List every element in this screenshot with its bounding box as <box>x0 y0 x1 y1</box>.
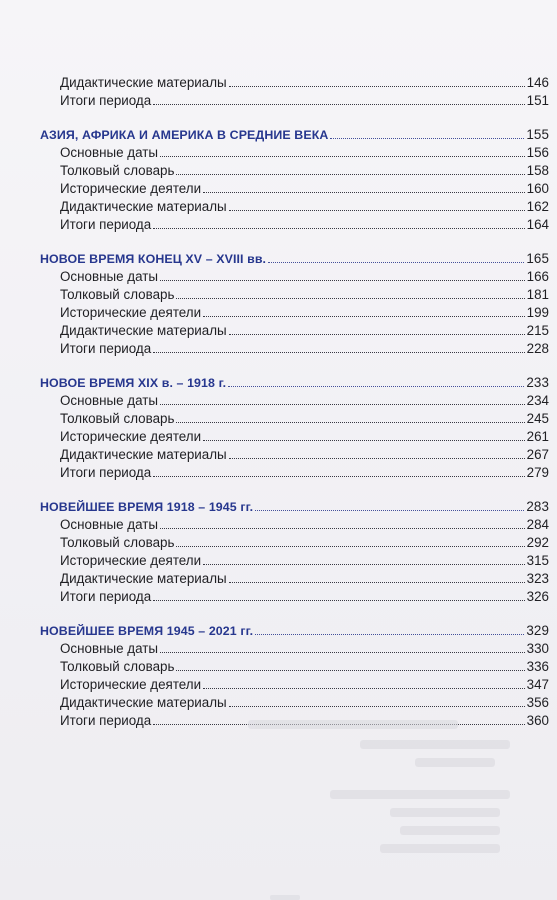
toc-entry <box>40 286 549 304</box>
toc-section <box>40 374 549 482</box>
toc-page-number: 326 <box>526 589 549 604</box>
toc-section-heading <box>40 126 549 144</box>
toc-page-number: 360 <box>526 713 549 728</box>
toc-entry <box>40 570 549 588</box>
dot-leader <box>153 588 524 601</box>
toc-entry <box>40 658 549 676</box>
dot-leader <box>153 464 524 477</box>
toc-page-number: 181 <box>526 287 549 302</box>
section-gap <box>40 358 549 374</box>
dot-leader <box>160 516 525 529</box>
toc-entry <box>40 92 549 110</box>
section-gap <box>40 606 549 622</box>
toc-page-number: 284 <box>526 517 549 532</box>
section-gap <box>40 482 549 498</box>
toc-entry <box>40 428 549 446</box>
toc-page-number: 146 <box>526 75 549 90</box>
toc-entry-title: Исторические деятели <box>60 181 202 196</box>
toc-section <box>40 498 549 606</box>
toc-entry-title: Дидактические материалы <box>60 323 227 338</box>
dot-leader <box>153 216 524 229</box>
toc-entry-title: Основные даты <box>60 393 158 408</box>
toc-page-number: 234 <box>526 393 549 408</box>
toc-entry <box>40 410 549 428</box>
toc-entry-title: Основные даты <box>60 517 158 532</box>
toc-page-number: 267 <box>526 447 549 462</box>
toc-entry <box>40 534 549 552</box>
toc-entry-title: Итоги периода <box>60 713 152 728</box>
toc-entry-title: Итоги периода <box>60 93 152 108</box>
toc-entry-title: Исторические деятели <box>60 429 202 444</box>
toc-page-number: 228 <box>526 341 549 356</box>
toc-entry-title: Итоги периода <box>60 217 152 232</box>
toc-entry <box>40 268 549 286</box>
toc-page-number: 261 <box>526 429 549 444</box>
dot-leader <box>203 428 525 441</box>
toc-entry <box>40 640 549 658</box>
toc-entry-title: Основные даты <box>60 269 158 284</box>
dot-leader <box>228 374 524 387</box>
toc-entry <box>40 216 549 234</box>
dot-leader <box>229 570 525 583</box>
dot-leader <box>330 126 524 139</box>
toc-entry-title: Толковый словарь <box>60 659 175 674</box>
toc-entry <box>40 144 549 162</box>
toc-page-number: 336 <box>526 659 549 674</box>
toc-entry-title: Дидактические материалы <box>60 695 227 710</box>
toc-section-heading <box>40 498 549 516</box>
toc-entry-title: Толковый словарь <box>60 535 175 550</box>
toc-section <box>40 250 549 358</box>
dot-leader <box>268 250 524 263</box>
toc-entry-title: Исторические деятели <box>60 677 202 692</box>
dot-leader <box>229 446 525 459</box>
toc-page-number: 158 <box>526 163 549 178</box>
toc-page-number: 323 <box>526 571 549 586</box>
toc-entry <box>40 392 549 410</box>
toc-entry <box>40 694 549 712</box>
toc-entry-title: Толковый словарь <box>60 411 175 426</box>
dot-leader <box>160 268 525 281</box>
dot-leader <box>229 74 525 87</box>
toc-entry <box>40 180 549 198</box>
toc-page-number: 165 <box>526 251 549 266</box>
dot-leader <box>255 498 524 511</box>
toc-page-number: 292 <box>526 535 549 550</box>
toc-page-number: 155 <box>526 127 549 142</box>
dot-leader <box>160 640 525 653</box>
toc-entry <box>40 516 549 534</box>
toc-page-number: 199 <box>526 305 549 320</box>
toc-entry-title: Дидактические материалы <box>60 571 227 586</box>
dot-leader <box>203 552 525 565</box>
toc-page-number: 233 <box>526 375 549 390</box>
dot-leader <box>203 304 525 317</box>
toc-entry <box>40 74 549 92</box>
dot-leader <box>153 92 524 105</box>
toc-page-number: 164 <box>526 217 549 232</box>
toc-entry-title: Дидактические материалы <box>60 199 227 214</box>
toc-entry-title: Исторические деятели <box>60 553 202 568</box>
toc-entry <box>40 588 549 606</box>
toc-entry <box>40 552 549 570</box>
dot-leader <box>160 144 525 157</box>
toc-section <box>40 126 549 234</box>
dot-leader <box>153 340 524 353</box>
toc-entry-title: Толковый словарь <box>60 163 175 178</box>
toc-entry-title: Основные даты <box>60 145 158 160</box>
dot-leader <box>176 658 524 671</box>
section-gap <box>40 234 549 250</box>
dot-leader <box>203 180 525 193</box>
toc-page-number: 347 <box>526 677 549 692</box>
toc-heading-text: НОВЕЙШЕЕ ВРЕМЯ 1918 – 1945 гг. <box>40 500 254 514</box>
toc-entry-title: Толковый словарь <box>60 287 175 302</box>
toc-entry <box>40 304 549 322</box>
toc-entry <box>40 322 549 340</box>
toc-entry-title: Итоги периода <box>60 341 152 356</box>
dot-leader <box>229 694 525 707</box>
toc-page-number: 162 <box>526 199 549 214</box>
toc-page-number: 151 <box>526 93 549 108</box>
dot-leader <box>255 622 524 635</box>
toc-heading-text: НОВОЕ ВРЕМЯ XIX в. – 1918 г. <box>40 376 227 390</box>
dot-leader <box>160 392 525 405</box>
toc-entry <box>40 464 549 482</box>
toc-page-number: 315 <box>526 553 549 568</box>
toc-page-number: 329 <box>526 623 549 638</box>
toc-entry-title: Итоги периода <box>60 465 152 480</box>
toc-page-number: 279 <box>526 465 549 480</box>
toc-entry-title: Дидактические материалы <box>60 75 227 90</box>
toc-section-heading <box>40 622 549 640</box>
table-of-contents <box>40 74 549 730</box>
toc-entry <box>40 676 549 694</box>
toc-entry <box>40 712 549 730</box>
toc-page-number: 166 <box>526 269 549 284</box>
toc-page-number: 330 <box>526 641 549 656</box>
toc-section-heading <box>40 374 549 392</box>
dot-leader <box>153 712 524 725</box>
dot-leader <box>203 676 525 689</box>
toc-entry <box>40 446 549 464</box>
toc-page-number: 215 <box>526 323 549 338</box>
toc-section-heading <box>40 250 549 268</box>
toc-entry <box>40 162 549 180</box>
toc-page-number: 283 <box>526 499 549 514</box>
toc-heading-text: НОВЕЙШЕЕ ВРЕМЯ 1945 – 2021 гг. <box>40 624 254 638</box>
toc-heading-text: НОВОЕ ВРЕМЯ КОНЕЦ XV – XVIII вв. <box>40 252 267 266</box>
toc-page-number: 160 <box>526 181 549 196</box>
dot-leader <box>176 410 524 423</box>
toc-entry-title: Исторические деятели <box>60 305 202 320</box>
dot-leader <box>176 534 524 547</box>
toc-heading-text: АЗИЯ, АФРИКА И АМЕРИКА В СРЕДНИЕ ВЕКА <box>40 128 329 142</box>
toc-entry-title: Итоги периода <box>60 589 152 604</box>
dot-leader <box>176 286 524 299</box>
toc-page-number: 156 <box>526 145 549 160</box>
toc-page-number: 356 <box>526 695 549 710</box>
toc-entry <box>40 340 549 358</box>
toc-section <box>40 622 549 730</box>
dot-leader <box>176 162 524 175</box>
toc-section <box>40 74 549 110</box>
toc-page-number: 245 <box>526 411 549 426</box>
section-gap <box>40 110 549 126</box>
toc-entry-title: Дидактические материалы <box>60 447 227 462</box>
toc-entry <box>40 198 549 216</box>
toc-entry-title: Основные даты <box>60 641 158 656</box>
dot-leader <box>229 198 525 211</box>
dot-leader <box>229 322 525 335</box>
